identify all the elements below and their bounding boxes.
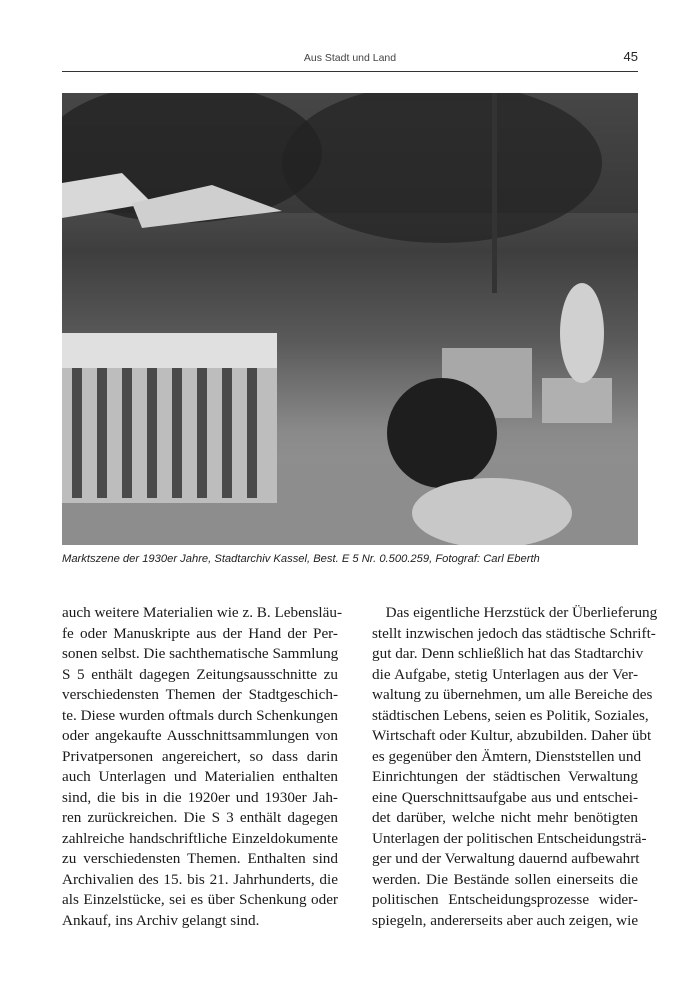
text-line: Wirtschaft oder Kultur, abzubilden. Daher übt (372, 727, 652, 744)
text-line: Archivalien des 15. bis 21. Jahrhunderts, die (62, 870, 338, 888)
text-line: spiegeln, andererseits aber auch zeigen, wie (372, 911, 639, 929)
page-number: 45 (623, 49, 638, 64)
text-line: werden. Die Bestände sollen einerseits die (372, 870, 638, 888)
text-line: oder angekaufte Ausschnittsammlungen von (62, 727, 338, 744)
text-line: zahlreiche handschriftliche Einzeldokumente (62, 829, 338, 847)
text-line: Einrichtungen der städtischen Verwaltung (372, 768, 638, 785)
text-line: S 5 enthält dagegen Zeitungsausschnitte zu (62, 665, 338, 683)
header-rule (62, 71, 638, 72)
text-line: die Aufgabe, stetig Unterlagen aus der Ver- (372, 665, 638, 683)
text-line: Privatpersonen angereichert, so dass darin (62, 747, 338, 765)
text-line: te. Diese wurden oftmals durch Schenkungen (62, 706, 338, 724)
text-line: es gegenüber den Ämtern, Dienststellen und (372, 747, 642, 765)
text-line: eine Querschnittsaufgabe aus und entschei- (372, 788, 638, 806)
text-line: waltung zu übernehmen, um alle Bereiche des (372, 686, 653, 703)
text-line: gut dar. Denn schließlich hat das Stadtarchiv (372, 645, 644, 662)
running-header (62, 49, 638, 69)
text-line: auch weitere Materialien wie z. B. Lebensläu- (62, 604, 342, 621)
text-line: auch Unterlagen und Materialien enthalten (62, 768, 338, 785)
text-line: Das eigentliche Herzstück der Überlieferung (385, 604, 658, 621)
text-line: Ankauf, ins Archiv gelangt sind. (62, 911, 260, 929)
text-line: ger und der Verwaltung dauernd aufbewahrt (372, 850, 640, 867)
figure-caption: Marktszene der 1930er Jahre, Stadtarchiv Kassel, Best. E 5 Nr. 0.500.259, Fotograf: Carl Eberth (62, 553, 540, 565)
text-line: sonen selbst. Die sachthematische Sammlung (62, 645, 339, 662)
text-line: als Einzelstücke, sei es über Schenkung oder (62, 891, 338, 908)
text-line: fe oder Manuskripte aus der Hand der Per- (62, 624, 338, 642)
text-line: ren zurückreichen. Die S 3 enthält dagegen (62, 809, 338, 826)
text-line: politischen Entscheidungsprozesse wider- (372, 891, 638, 908)
text-line: zu verschiedensten Themen. Enthalten sind (62, 850, 338, 867)
left-column (62, 603, 342, 931)
running-title: Aus Stadt und Land (303, 52, 397, 64)
text-line: verschiedensten Themen der Stadtgeschich- (62, 686, 338, 703)
right-column (372, 603, 658, 931)
text-line: det darüber, welche nicht mehr benötigten (372, 809, 638, 826)
market-scene-photo (62, 93, 638, 545)
text-line: städtischen Lebens, seien es Politik, Soziales, (372, 706, 649, 724)
text-line: stellt inzwischen jedoch das städtische Schrift- (372, 624, 656, 642)
text-line: sind, die bis in die 1920er und 1930er Jah- (62, 788, 338, 806)
text-line: Unterlagen der politischen Entscheidungsträ- (372, 829, 647, 847)
